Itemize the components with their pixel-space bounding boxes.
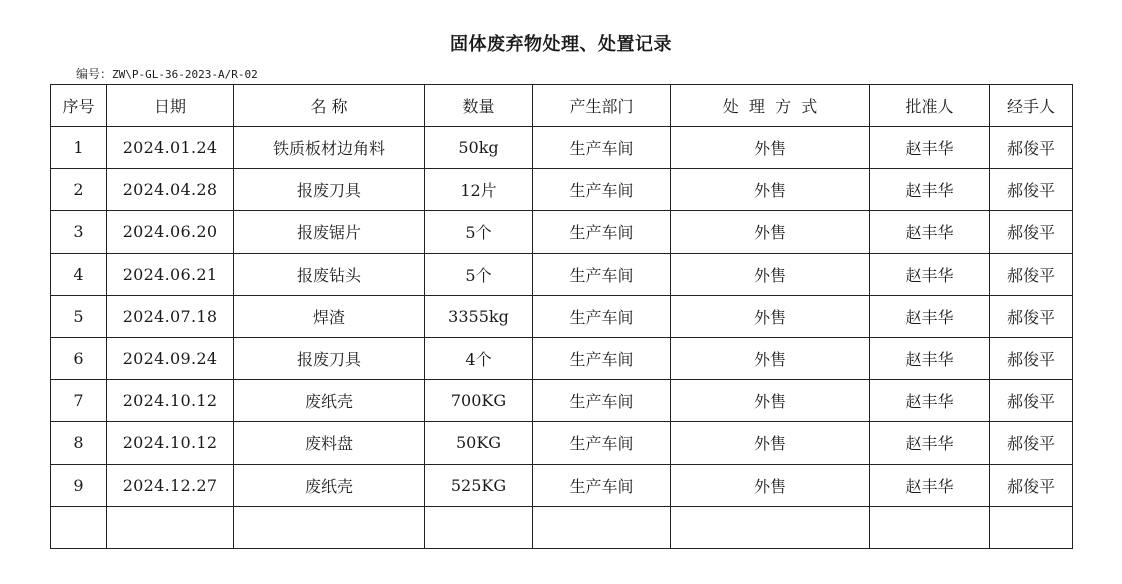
table-row: [51, 464, 1073, 506]
cell-quantity: [425, 506, 533, 548]
cell-method: 外售: [671, 337, 870, 379]
cell-index: 4: [51, 253, 107, 295]
cell-department: 生产车间: [533, 295, 671, 337]
cell-handler: 郝俊平: [990, 295, 1073, 337]
cell-approver: 赵丰华: [870, 422, 990, 464]
cell-approver: 赵丰华: [870, 337, 990, 379]
cell-date: 2024.06.21: [107, 253, 234, 295]
cell-name: 铁质板材边角料: [234, 127, 425, 169]
cell-name: 报废刀具: [234, 169, 425, 211]
document-code-value: ZW\P-GL-36-2023-A/R-02: [112, 68, 258, 81]
cell-name: 报废刀具: [234, 337, 425, 379]
table-header-row: [51, 85, 1073, 127]
document-title: 固体废弃物处理、处置记录: [450, 34, 672, 55]
header-index: 序号: [51, 85, 107, 127]
table-row: [51, 380, 1073, 422]
cell-index: 5: [51, 295, 107, 337]
cell-approver: [870, 506, 990, 548]
cell-department: 生产车间: [533, 464, 671, 506]
table-row: [51, 127, 1073, 169]
table-row: [51, 422, 1073, 464]
cell-date: 2024.01.24: [107, 127, 234, 169]
cell-name: 废纸壳: [234, 380, 425, 422]
cell-date: 2024.10.12: [107, 422, 234, 464]
cell-approver: 赵丰华: [870, 211, 990, 253]
cell-index: 7: [51, 380, 107, 422]
cell-quantity: 12片: [425, 169, 533, 211]
cell-method: [671, 506, 870, 548]
disposal-record-table: [50, 84, 1073, 549]
table-row: [51, 337, 1073, 379]
cell-quantity: 5个: [425, 253, 533, 295]
table-row: [51, 169, 1073, 211]
cell-index: 3: [51, 211, 107, 253]
cell-handler: [990, 506, 1073, 548]
cell-handler: 郝俊平: [990, 337, 1073, 379]
cell-department: 生产车间: [533, 169, 671, 211]
cell-handler: 郝俊平: [990, 127, 1073, 169]
table-row: [51, 211, 1073, 253]
cell-handler: 郝俊平: [990, 380, 1073, 422]
table-row: [51, 506, 1073, 548]
cell-name: 报废钻头: [234, 253, 425, 295]
cell-date: 2024.09.24: [107, 337, 234, 379]
cell-approver: 赵丰华: [870, 253, 990, 295]
cell-index: 1: [51, 127, 107, 169]
cell-index: [51, 506, 107, 548]
cell-name: [234, 506, 425, 548]
cell-name: 废纸壳: [234, 464, 425, 506]
cell-quantity: 525KG: [425, 464, 533, 506]
cell-department: 生产车间: [533, 253, 671, 295]
cell-approver: 赵丰华: [870, 127, 990, 169]
cell-approver: 赵丰华: [870, 169, 990, 211]
cell-department: 生产车间: [533, 337, 671, 379]
cell-quantity: 700KG: [425, 380, 533, 422]
table-row: [51, 253, 1073, 295]
cell-method: 外售: [671, 253, 870, 295]
cell-method: 外售: [671, 422, 870, 464]
cell-date: 2024.10.12: [107, 380, 234, 422]
header-name: 名 称: [234, 85, 425, 127]
cell-quantity: 4个: [425, 337, 533, 379]
cell-handler: 郝俊平: [990, 211, 1073, 253]
cell-method: 外售: [671, 169, 870, 211]
cell-method: 外售: [671, 464, 870, 506]
cell-department: 生产车间: [533, 380, 671, 422]
document-code-label: 编号：: [76, 67, 113, 81]
header-quantity: 数量: [425, 85, 533, 127]
cell-department: 生产车间: [533, 211, 671, 253]
cell-index: 9: [51, 464, 107, 506]
cell-department: [533, 506, 671, 548]
header-department: 产生部门: [533, 85, 671, 127]
header-date: 日期: [107, 85, 234, 127]
cell-method: 外售: [671, 295, 870, 337]
cell-quantity: 5个: [425, 211, 533, 253]
document-code: [76, 65, 258, 82]
cell-quantity: 50kg: [425, 127, 533, 169]
cell-name: 焊渣: [234, 295, 425, 337]
cell-method: 外售: [671, 380, 870, 422]
header-approver: 批准人: [870, 85, 990, 127]
cell-date: 2024.04.28: [107, 169, 234, 211]
cell-name: 废料盘: [234, 422, 425, 464]
table-row: [51, 295, 1073, 337]
cell-name: 报废锯片: [234, 211, 425, 253]
cell-approver: 赵丰华: [870, 380, 990, 422]
cell-handler: 郝俊平: [990, 253, 1073, 295]
cell-method: 外售: [671, 127, 870, 169]
cell-quantity: 50KG: [425, 422, 533, 464]
cell-date: [107, 506, 234, 548]
cell-date: 2024.12.27: [107, 464, 234, 506]
cell-date: 2024.06.20: [107, 211, 234, 253]
cell-approver: 赵丰华: [870, 464, 990, 506]
cell-handler: 郝俊平: [990, 422, 1073, 464]
header-method: 处 理 方 式: [671, 85, 870, 127]
cell-method: 外售: [671, 211, 870, 253]
cell-approver: 赵丰华: [870, 295, 990, 337]
cell-index: 6: [51, 337, 107, 379]
cell-index: 8: [51, 422, 107, 464]
cell-department: 生产车间: [533, 422, 671, 464]
cell-department: 生产车间: [533, 127, 671, 169]
cell-handler: 郝俊平: [990, 464, 1073, 506]
cell-index: 2: [51, 169, 107, 211]
header-handler: 经手人: [990, 85, 1073, 127]
cell-quantity: 3355kg: [425, 295, 533, 337]
cell-date: 2024.07.18: [107, 295, 234, 337]
cell-handler: 郝俊平: [990, 169, 1073, 211]
